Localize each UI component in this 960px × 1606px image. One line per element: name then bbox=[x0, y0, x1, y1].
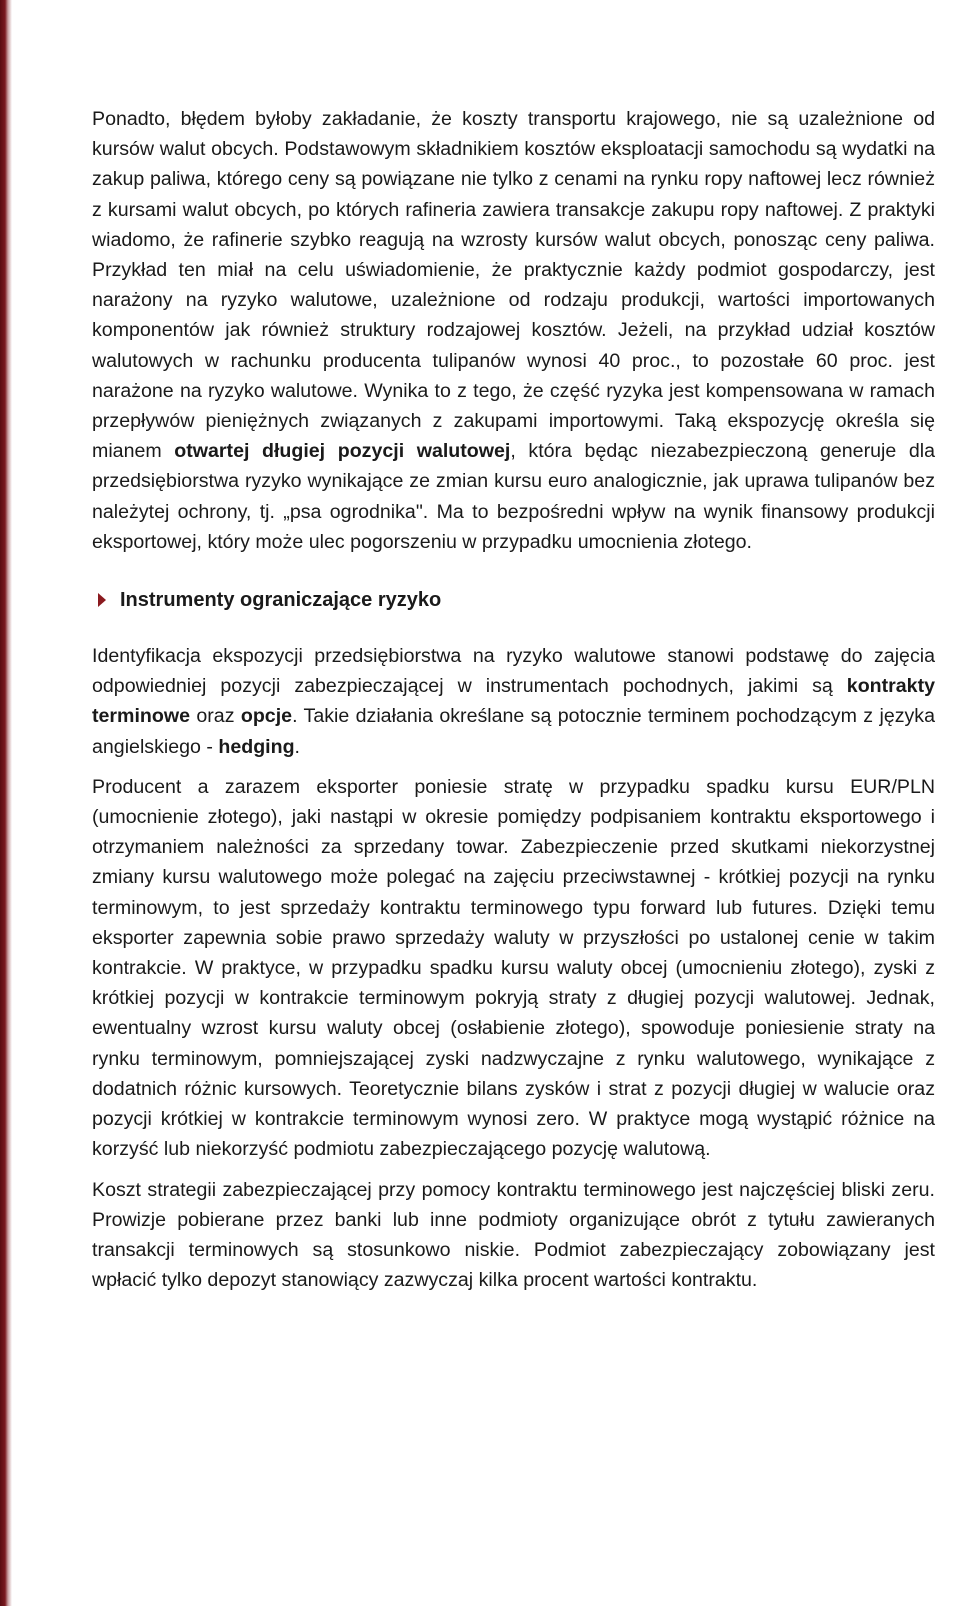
paragraph-3: Producent a zarazem eksporter poniesie stratę w przypadku spadku kursu EUR/PLN (umocnienie złotego), jaki nastąpi w okresie pomiędzy podpisaniem kontraktu eksportowego i otrzymaniem należności za sprzedany towar. Zabezpieczenie przed skutkami niekorzystnej zmiany kursu walutowego może polegać na zajęciu przeciwstawnej - krótkiej pozycji na rynku terminowym, to jest sprzedaży kontraktu terminowego typu forward lub futures. Dzięki temu eksporter zapewnia sobie prawo sprzedaży waluty w przyszłości po ustalonej cenie w takim kontrakcie. W praktyce, w przypadku spadku kursu waluty obcej (umocnieniu złotego), zyski z krótkiej pozycji w kontrakcie terminowym pokryją straty z długiej pozycji walutowej. Jednak, ewentualny wzrost kursu waluty obcej (osłabienie złotego), spowoduje poniesienie straty na rynku terminowym, pomniejszającej zyski nadzwyczajne z rynku walutowego, wynikające z dodatnich różnic kursowych. Teoretycznie bilans zysków i strat z pozycji długiej w walucie oraz pozycji krótkiej w kontrakcie terminowym wynosi zero. W praktyce mogą wystąpić różnice na korzyść lub niekorzyść podmiotu zabezpieczającego pozycję walutową. bbox=[92, 775, 935, 1161]
page-left-border bbox=[0, 0, 12, 1606]
triangle-right-icon bbox=[98, 593, 106, 607]
section-heading-text: Instrumenty ograniczające ryzyko bbox=[120, 588, 442, 611]
paragraph-4: Koszt strategii zabezpieczającej przy pomocy kontraktu terminowego jest najczęściej bliski zeru. Prowizje pobierane przez banki lub inne podmioty organizujące obrót z tytułu zawieranych transakcji terminowych są stosunkowo niskie. Podmiot zabezpieczający zobowiązany jest wpłacić tylko depozyt stanowiący zazwyczaj kilka procent wartości kontraktu. bbox=[92, 1178, 935, 1292]
paragraph-1 bbox=[92, 104, 935, 557]
paragraph-2-bold-b: opcje bbox=[240, 705, 293, 728]
paragraph-1-text-a: Ponadto, błędem byłoby zakładanie, że koszty transportu krajowego, nie są uzależnione od kursów walut obcych. Podstawowym składnikiem kosztów eksploatacji samochodu są wydatki na zakup paliwa, którego ceny są powiązane nie tylko z cenami na rynku ropy naftowej lecz również z kursami walut obcych, po których rafineria zawiera transakcje zakupu ropy naftowej. Z praktyki wiadomo, że rafinerie szybko reagują na wzrosty kursów walut obcych, ponosząc ceny paliwa. Przykład ten miał na celu uświadomienie, że praktycznie każdy podmiot gospodarczy, jest narażony na ryzyko walutowe, uzależnione od rodzaju produkcji, wartości importowanych komponentów jak również struktury rodzajowej kosztów. Jeżeli, na przykład udział kosztów walutowych w rachunku producenta tulipanów wynosi 40 proc., to pozostałe 60 proc. jest narażone na ryzyko walutowe. Wynika to z tego, że część ryzyka jest kompensowana w ramach przepływów pieniężnych związanych z zakupami importowymi. Taką ekspozycję określa się mianem bbox=[92, 108, 935, 463]
paragraph-1-bold-a: otwartej długiej pozycji walutowej bbox=[174, 440, 511, 463]
section-heading bbox=[92, 583, 935, 617]
document-body bbox=[92, 104, 935, 1295]
paragraph-2-text-a: Identyfikacja ekspozycji przedsiębiorstwa na ryzyko walutowe stanowi podstawę do zajęcia odpowiedniej pozycji zabezpieczającej w instrumentach pochodnych, jakimi są bbox=[92, 645, 935, 698]
paragraph-2-text-b: oraz bbox=[190, 705, 241, 728]
paragraph-2-text-d: . bbox=[294, 735, 300, 758]
paragraph-2 bbox=[92, 641, 935, 762]
paragraph-2-bold-c: hedging bbox=[218, 735, 295, 758]
paragraph-2-bold-a: kontrakty terminowe bbox=[92, 675, 935, 728]
paragraph-2-text-c: . Takie działania określane są potocznie terminem pochodzącym z języka angielskiego - bbox=[92, 705, 935, 758]
paragraph-1-text-b: , która będąc niezabezpieczoną generuje dla przedsiębiorstwa ryzyko wynikające ze zmian kursu euro analogicznie, jak uprawa tulipanów bez należytej ochrony, tj. „psa ogrodnika". Ma to bezpośredni wpływ na wynik finansowy produkcji eksportowej, który może ulec pogorszeniu w przypadku umocnienia złotego. bbox=[92, 440, 935, 553]
